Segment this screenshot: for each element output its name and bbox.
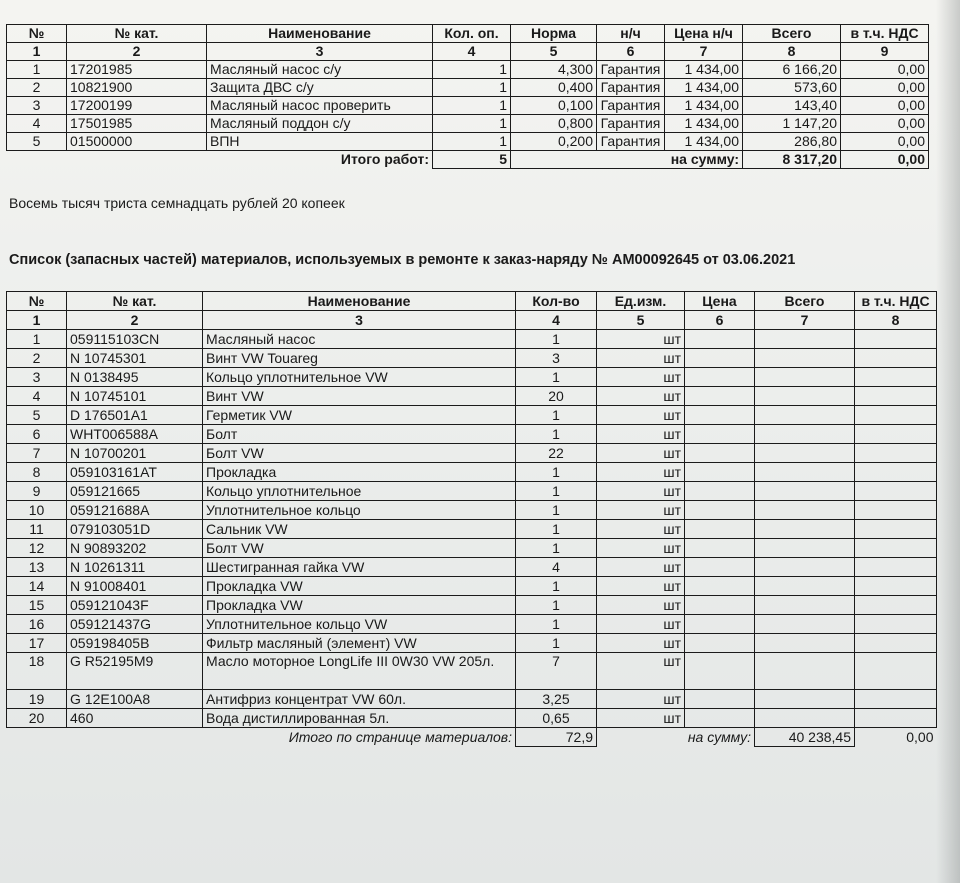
- row-number: 7: [7, 444, 67, 463]
- table-row: [7, 501, 937, 520]
- row-number: 18: [7, 653, 67, 690]
- empty-cell: [755, 558, 855, 577]
- table-cell: 1 434,00: [665, 97, 743, 115]
- column-number: 7: [665, 43, 743, 61]
- sum-label: на сумму:: [687, 729, 751, 746]
- works-header-row: [7, 25, 929, 43]
- item-quantity: 1: [516, 596, 597, 615]
- item-quantity: 22: [516, 444, 597, 463]
- table-row: [7, 97, 929, 115]
- empty-cell: [755, 387, 855, 406]
- column-header: в т.ч. НДС: [855, 292, 937, 311]
- parts-header-row: [7, 292, 937, 311]
- empty-cell: [685, 653, 755, 690]
- column-header: № кат.: [67, 25, 207, 43]
- empty-cell: [855, 558, 937, 577]
- empty-cell: [685, 330, 755, 349]
- total-label: Итого работ:: [340, 151, 429, 168]
- item-name: Шестигранная гайка VW: [203, 558, 516, 577]
- empty-cell: [685, 577, 755, 596]
- table-cell: 1: [433, 97, 511, 115]
- column-number: 6: [685, 311, 755, 330]
- sum-vat: 0,00: [841, 151, 929, 169]
- row-number: 20: [7, 709, 67, 728]
- table-cell: 0,100: [511, 97, 597, 115]
- table-cell: Гарантия: [597, 61, 665, 79]
- catalog-number: WHT006588A: [67, 425, 203, 444]
- works-total-row: [7, 151, 929, 169]
- table-cell: 5: [7, 133, 67, 151]
- column-header: № кат.: [67, 292, 203, 311]
- empty-cell: [855, 539, 937, 558]
- empty-cell: [855, 330, 937, 349]
- table-cell: 1 434,00: [665, 61, 743, 79]
- row-number: 19: [7, 690, 67, 709]
- catalog-number: D 176501A1: [67, 406, 203, 425]
- empty-cell: [685, 425, 755, 444]
- item-unit: шт: [597, 463, 685, 482]
- column-header: Ед.изм.: [597, 292, 685, 311]
- table-row: [7, 425, 937, 444]
- empty-cell: [855, 596, 937, 615]
- catalog-number: N 0138495: [67, 368, 203, 387]
- empty-cell: [685, 634, 755, 653]
- row-number: 14: [7, 577, 67, 596]
- empty-cell: [855, 444, 937, 463]
- catalog-number: 059121665: [67, 482, 203, 501]
- row-number: 1: [7, 330, 67, 349]
- column-number: 8: [855, 311, 937, 330]
- item-quantity: 0,65: [516, 709, 597, 728]
- table-cell: 1: [433, 79, 511, 97]
- table-row: [7, 690, 937, 709]
- item-unit: шт: [597, 539, 685, 558]
- table-cell: 0,00: [841, 79, 929, 97]
- table-cell: ВПН: [207, 133, 433, 151]
- empty-cell: [855, 406, 937, 425]
- table-cell: 1 434,00: [665, 133, 743, 151]
- row-number: 13: [7, 558, 67, 577]
- item-quantity: 1: [516, 482, 597, 501]
- table-cell: Гарантия: [597, 97, 665, 115]
- table-cell: Гарантия: [597, 133, 665, 151]
- column-number: 1: [7, 43, 67, 61]
- row-number: 9: [7, 482, 67, 501]
- column-header: Норма: [511, 25, 597, 43]
- sum-value: 8 317,20: [743, 151, 841, 169]
- table-cell: 4,300: [511, 61, 597, 79]
- total-label: Итого по странице материалов:: [288, 729, 512, 746]
- catalog-number: 059121437G: [67, 615, 203, 634]
- table-row: [7, 482, 937, 501]
- empty-cell: [855, 387, 937, 406]
- empty-cell: [685, 501, 755, 520]
- column-number: 3: [203, 311, 516, 330]
- empty-cell: [755, 596, 855, 615]
- empty-cell: [855, 653, 937, 690]
- table-cell: 6 166,20: [743, 61, 841, 79]
- table-row: [7, 596, 937, 615]
- column-header: Кол-во: [516, 292, 597, 311]
- empty-cell: [685, 539, 755, 558]
- table-cell: 1: [433, 61, 511, 79]
- item-quantity: 1: [516, 330, 597, 349]
- table-row: [7, 330, 937, 349]
- item-unit: шт: [597, 634, 685, 653]
- catalog-number: 059121688A: [67, 501, 203, 520]
- item-quantity: 1: [516, 406, 597, 425]
- item-unit: шт: [597, 596, 685, 615]
- column-header: №: [7, 292, 67, 311]
- item-unit: шт: [597, 368, 685, 387]
- column-number: 5: [597, 311, 685, 330]
- item-name: Прокладка VW: [203, 596, 516, 615]
- item-name: Сальник VW: [203, 520, 516, 539]
- table-row: [7, 577, 937, 596]
- item-name: Уплотнительное кольцо VW: [203, 615, 516, 634]
- row-number: 12: [7, 539, 67, 558]
- row-number: 4: [7, 387, 67, 406]
- catalog-number: 059115103CN: [67, 330, 203, 349]
- item-unit: шт: [597, 482, 685, 501]
- column-header: в т.ч. НДС: [841, 25, 929, 43]
- row-number: 2: [7, 349, 67, 368]
- table-cell: Гарантия: [597, 79, 665, 97]
- empty-cell: [755, 463, 855, 482]
- empty-cell: [685, 444, 755, 463]
- table-row: [7, 520, 937, 539]
- table-row: [7, 558, 937, 577]
- item-unit: шт: [597, 690, 685, 709]
- item-quantity: 1: [516, 615, 597, 634]
- table-row: [7, 653, 937, 690]
- item-quantity: 1: [516, 501, 597, 520]
- item-quantity: 3: [516, 349, 597, 368]
- empty-cell: [755, 501, 855, 520]
- catalog-number: G R52195M9: [67, 653, 203, 690]
- table-cell: 1: [433, 115, 511, 133]
- empty-cell: [855, 634, 937, 653]
- catalog-number: N 10261311: [67, 558, 203, 577]
- empty-cell: [755, 615, 855, 634]
- empty-cell: [685, 406, 755, 425]
- empty-cell: [755, 634, 855, 653]
- row-number: 16: [7, 615, 67, 634]
- empty-cell: [855, 463, 937, 482]
- table-cell: 573,60: [743, 79, 841, 97]
- column-header: Кол. оп.: [433, 25, 511, 43]
- table-row: [7, 61, 929, 79]
- table-cell: 1: [7, 61, 67, 79]
- column-number: 4: [516, 311, 597, 330]
- empty-cell: [685, 690, 755, 709]
- table-cell: 0,400: [511, 79, 597, 97]
- column-number: 7: [755, 311, 855, 330]
- item-unit: шт: [597, 425, 685, 444]
- sum-label: на сумму:: [511, 151, 743, 169]
- catalog-number: N 91008401: [67, 577, 203, 596]
- table-cell: 1 434,00: [665, 115, 743, 133]
- works-column-number-row: [7, 43, 929, 61]
- item-quantity: 1: [516, 539, 597, 558]
- empty-cell: [755, 368, 855, 387]
- table-cell: Гарантия: [597, 115, 665, 133]
- table-cell: Масляный насос проверить: [207, 97, 433, 115]
- amount-in-words: Восемь тысяч триста семнадцать рублей 20 копеек: [9, 195, 345, 211]
- empty-cell: [855, 482, 937, 501]
- column-number: 6: [597, 43, 665, 61]
- empty-cell: [855, 690, 937, 709]
- catalog-number: N 90893202: [67, 539, 203, 558]
- column-number: 1: [7, 311, 67, 330]
- item-name: Болт VW: [203, 444, 516, 463]
- table-cell: 286,80: [743, 133, 841, 151]
- empty-cell: [755, 653, 855, 690]
- item-name: Кольцо уплотнительное: [203, 482, 516, 501]
- item-quantity: 1: [516, 634, 597, 653]
- item-quantity: 7: [516, 653, 597, 690]
- item-name: Уплотнительное кольцо: [203, 501, 516, 520]
- empty-cell: [755, 425, 855, 444]
- empty-cell: [755, 709, 855, 728]
- table-row: [7, 387, 937, 406]
- table-cell: 01500000: [67, 133, 207, 151]
- empty-cell: [855, 368, 937, 387]
- catalog-number: 059103161AT: [67, 463, 203, 482]
- column-number: 4: [433, 43, 511, 61]
- empty-cell: [685, 368, 755, 387]
- table-row: [7, 615, 937, 634]
- column-number: 2: [67, 311, 203, 330]
- parts-table: [6, 291, 937, 747]
- table-row: [7, 79, 929, 97]
- empty-cell: [685, 482, 755, 501]
- item-unit: шт: [597, 615, 685, 634]
- catalog-number: 460: [67, 709, 203, 728]
- table-cell: Масляный поддон с/у: [207, 115, 433, 133]
- row-number: 11: [7, 520, 67, 539]
- item-unit: шт: [597, 387, 685, 406]
- table-cell: Защита ДВС с/у: [207, 79, 433, 97]
- empty-cell: [685, 615, 755, 634]
- empty-cell: [685, 349, 755, 368]
- column-number: 3: [207, 43, 433, 61]
- item-unit: шт: [597, 330, 685, 349]
- row-number: 10: [7, 501, 67, 520]
- sum-vat: 0,00: [906, 729, 934, 746]
- table-cell: Масляный насос с/у: [207, 61, 433, 79]
- catalog-number: 059121043F: [67, 596, 203, 615]
- table-cell: 0,800: [511, 115, 597, 133]
- item-unit: шт: [597, 520, 685, 539]
- table-cell: 3: [7, 97, 67, 115]
- parts-column-number-row: [7, 311, 937, 330]
- item-name: Прокладка VW: [203, 577, 516, 596]
- column-number: 2: [67, 43, 207, 61]
- column-header: Цена н/ч: [665, 25, 743, 43]
- table-row: [7, 349, 937, 368]
- column-number: 8: [743, 43, 841, 61]
- table-cell: 0,200: [511, 133, 597, 151]
- empty-cell: [755, 406, 855, 425]
- table-cell: 10821900: [67, 79, 207, 97]
- row-number: 5: [7, 406, 67, 425]
- table-row: [7, 463, 937, 482]
- empty-cell: [855, 709, 937, 728]
- row-number: 17: [7, 634, 67, 653]
- item-name: Кольцо уплотнительное VW: [203, 368, 516, 387]
- item-name: Винт VW: [203, 387, 516, 406]
- empty-cell: [685, 558, 755, 577]
- empty-cell: [685, 709, 755, 728]
- item-quantity: 4: [516, 558, 597, 577]
- item-quantity: 1: [516, 577, 597, 596]
- catalog-number: 079103051D: [67, 520, 203, 539]
- empty-cell: [755, 444, 855, 463]
- item-unit: шт: [597, 577, 685, 596]
- item-quantity: 1: [516, 463, 597, 482]
- item-name: Антифриз концентрат VW 60л.: [203, 690, 516, 709]
- empty-cell: [855, 615, 937, 634]
- table-cell: 0,00: [841, 133, 929, 151]
- item-name: Фильтр масляный (элемент) VW: [203, 634, 516, 653]
- item-unit: шт: [597, 653, 685, 690]
- column-header: Всего: [743, 25, 841, 43]
- row-number: 6: [7, 425, 67, 444]
- table-cell: 17201985: [67, 61, 207, 79]
- column-header: Наименование: [207, 25, 433, 43]
- item-name: Вода дистиллированная 5л.: [203, 709, 516, 728]
- item-unit: шт: [597, 406, 685, 425]
- item-quantity: 1: [516, 425, 597, 444]
- table-cell: 0,00: [841, 115, 929, 133]
- sum-value: 40 238,45: [755, 728, 855, 747]
- parts-total-row: [7, 728, 937, 747]
- catalog-number: N 10745101: [67, 387, 203, 406]
- item-name: Герметик VW: [203, 406, 516, 425]
- paper-edge-shadow: [936, 0, 960, 883]
- empty-cell: [855, 501, 937, 520]
- catalog-number: N 10700201: [67, 444, 203, 463]
- item-quantity: 3,25: [516, 690, 597, 709]
- empty-cell: [755, 577, 855, 596]
- item-unit: шт: [597, 349, 685, 368]
- table-cell: 0,00: [841, 61, 929, 79]
- empty-cell: [855, 349, 937, 368]
- row-number: 8: [7, 463, 67, 482]
- item-unit: шт: [597, 558, 685, 577]
- table-cell: 1 434,00: [665, 79, 743, 97]
- column-header: №: [7, 25, 67, 43]
- table-row: [7, 133, 929, 151]
- empty-cell: [755, 690, 855, 709]
- table-row: [7, 368, 937, 387]
- total-count: 5: [433, 151, 511, 169]
- empty-cell: [685, 463, 755, 482]
- empty-cell: [855, 520, 937, 539]
- catalog-number: G 12E100A8: [67, 690, 203, 709]
- total-quantity: 72,9: [516, 728, 597, 747]
- row-number: 15: [7, 596, 67, 615]
- empty-cell: [755, 520, 855, 539]
- table-row: [7, 709, 937, 728]
- item-name: Болт: [203, 425, 516, 444]
- table-row: [7, 444, 937, 463]
- item-name: Болт VW: [203, 539, 516, 558]
- table-row: [7, 634, 937, 653]
- empty-cell: [855, 577, 937, 596]
- table-row: [7, 539, 937, 558]
- item-unit: шт: [597, 709, 685, 728]
- column-number: 9: [841, 43, 929, 61]
- column-header: Цена: [685, 292, 755, 311]
- table-cell: 143,40: [743, 97, 841, 115]
- item-name: Масло моторное LongLife III 0W30 VW 205л.: [203, 653, 516, 690]
- empty-cell: [755, 539, 855, 558]
- catalog-number: 059198405B: [67, 634, 203, 653]
- item-quantity: 1: [516, 368, 597, 387]
- table-cell: 0,00: [841, 97, 929, 115]
- item-unit: шт: [597, 501, 685, 520]
- column-header: н/ч: [597, 25, 665, 43]
- table-cell: 1 147,20: [743, 115, 841, 133]
- empty-cell: [685, 520, 755, 539]
- empty-cell: [685, 596, 755, 615]
- empty-cell: [855, 425, 937, 444]
- item-name: Винт VW Touareg: [203, 349, 516, 368]
- table-cell: 1: [433, 133, 511, 151]
- table-row: [7, 406, 937, 425]
- table-cell: 4: [7, 115, 67, 133]
- item-name: Масляный насос: [203, 330, 516, 349]
- item-quantity: 1: [516, 520, 597, 539]
- item-unit: шт: [597, 444, 685, 463]
- empty-cell: [685, 387, 755, 406]
- works-table: [6, 24, 929, 169]
- table-cell: 17200199: [67, 97, 207, 115]
- item-name: Прокладка: [203, 463, 516, 482]
- column-header: Всего: [755, 292, 855, 311]
- column-number: 5: [511, 43, 597, 61]
- parts-heading: Список (запасных частей) материалов, используемых в ремонте к заказ-наряду № АМ00092645 от 03.06.2021: [9, 252, 796, 268]
- empty-cell: [755, 482, 855, 501]
- catalog-number: N 10745301: [67, 349, 203, 368]
- column-header: Наименование: [203, 292, 516, 311]
- empty-cell: [755, 349, 855, 368]
- row-number: 3: [7, 368, 67, 387]
- table-row: [7, 115, 929, 133]
- item-quantity: 20: [516, 387, 597, 406]
- table-cell: 2: [7, 79, 67, 97]
- empty-cell: [755, 330, 855, 349]
- table-cell: 17501985: [67, 115, 207, 133]
